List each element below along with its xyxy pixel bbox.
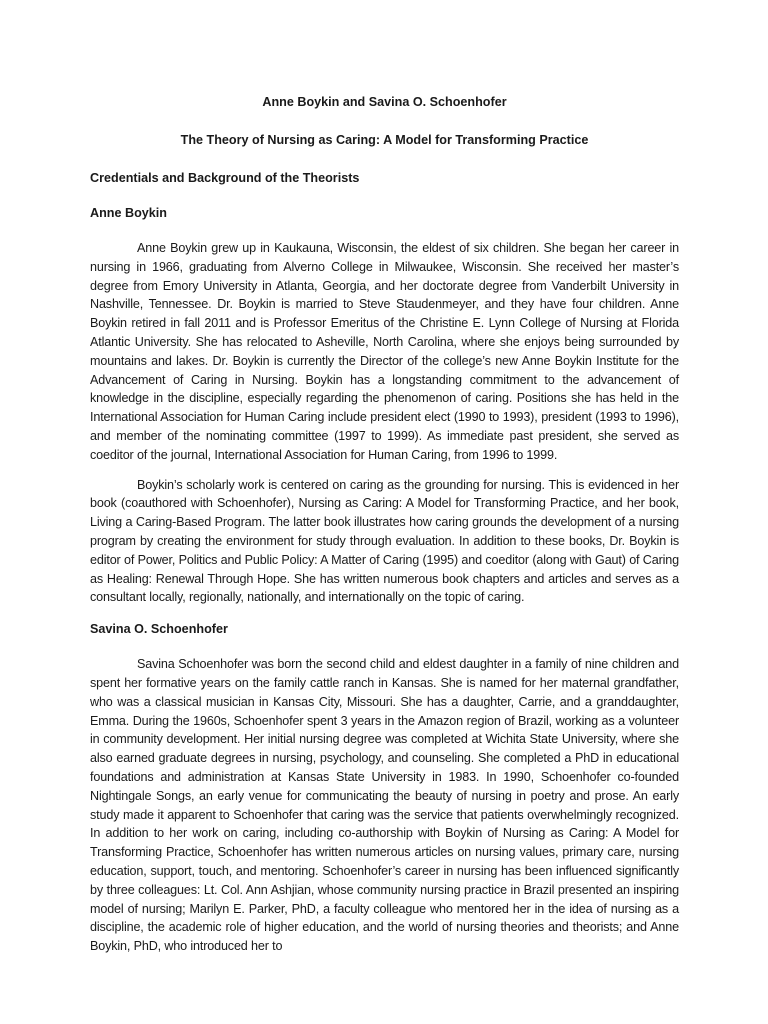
subsection-heading-boykin: Anne Boykin	[90, 206, 167, 220]
boykin-paragraph-1: Anne Boykin grew up in Kaukauna, Wisconsin, the eldest of six children. She began her career in nursing in 1966, graduating from Alverno College in Milwaukee, Wisconsin. She received her master’s degree from Emory University in Atlanta, Georgia, and her doctorate degree from Vanderbilt University in Nashville, Tennessee. Dr. Boykin is married to Steve Staudenmeyer, and they have four children. Anne Boykin retired in fall 2011 and is Professor Emeritus of the Christine E. Lynn College of Nursing at Florida Atlantic University. She has relocated to Asheville, North Carolina, where she enjoys being surrounded by mountains and lakes. Dr. Boykin is currently the Director of the college’s new Anne Boykin Institute for the Advancement of Caring in Nursing. Boykin has a longstanding commitment to the advancement of knowledge in the discipline, especially regarding the phenomenon of caring. Positions she has held in the International Association for Human Caring include president elect (1990 to 1993), president (1993 to 1996), and member of the nominating committee (1997 to 1999). As immediate past president, she served as coeditor of the journal, International Association for Human Caring, from 1996 to 1999.	[90, 241, 679, 462]
schoenhofer-paragraph-1: Savina Schoenhofer was born the second child and eldest daughter in a family of nine children and spent her formative years on the family cattle ranch in Kansas. She is named for her maternal grandfather, who was a classical musician in Kansas City, Missouri. She has a daughter, Carrie, and a granddaughter, Emma. During the 1960s, Schoenhofer spent 3 years in the Amazon region of Brazil, working as a volunteer in community development. Her initial nursing degree was completed at Wichita State University, where she also earned graduate degrees in nursing, psychology, and counseling. She completed a PhD in educational foundations and administration at Kansas State University in 1983. In 1990, Schoenhofer co-founded Nightingale Songs, an early venue for communicating the beauty of nursing in poetry and prose. An early study made it apparent to Schoenhofer that caring was the service that patients overwhelmingly recognized. In addition to her work on caring, including co-authorship with Boykin of Nursing as Caring: A Model for Transforming Practice, Schoenhofer has written numerous articles on nursing values, primary care, nursing education, support, touch, and mentoring. Schoenhofer’s career in nursing has been influenced significantly by three colleagues: Lt. Col. Ann Ashjian, whose community nursing practice in Brazil presented an inspiring model of nursing; Marilyn E. Parker, PhD, a faculty colleague who mentored her in the idea of nursing as a discipline, the academic role of higher education, and the world of nursing theories and theorists; and Anne Boykin, PhD, who introduced her to	[90, 657, 679, 954]
subsection-heading-schoenhofer: Savina O. Schoenhofer	[90, 622, 228, 637]
document-body	[90, 93, 679, 967]
section-heading-credentials: Credentials and Background of the Theorists	[90, 171, 360, 185]
document-title: Anne Boykin and Savina O. Schoenhofer	[262, 95, 507, 109]
document-subtitle: The Theory of Nursing as Caring: A Model for Transforming Practice	[180, 133, 589, 147]
boykin-paragraph-2: Boykin’s scholarly work is centered on caring as the grounding for nursing. This is evidenced in her book (coauthored with Schoenhofer), Nursing as Caring: A Model for Transforming Practice, and her book, Living a Caring-Based Program. The latter book illustrates how caring grounds the development of a nursing program by creating the environment for study through evaluation. In addition to these books, Dr. Boykin is editor of Power, Politics and Public Policy: A Matter of Caring (1995) and coeditor (along with Gaut) of Caring as Healing: Renewal Through Hope. She has written numerous book chapters and articles and serves as a consultant locally, regionally, nationally, and internationally on the topic of caring.	[90, 477, 679, 605]
